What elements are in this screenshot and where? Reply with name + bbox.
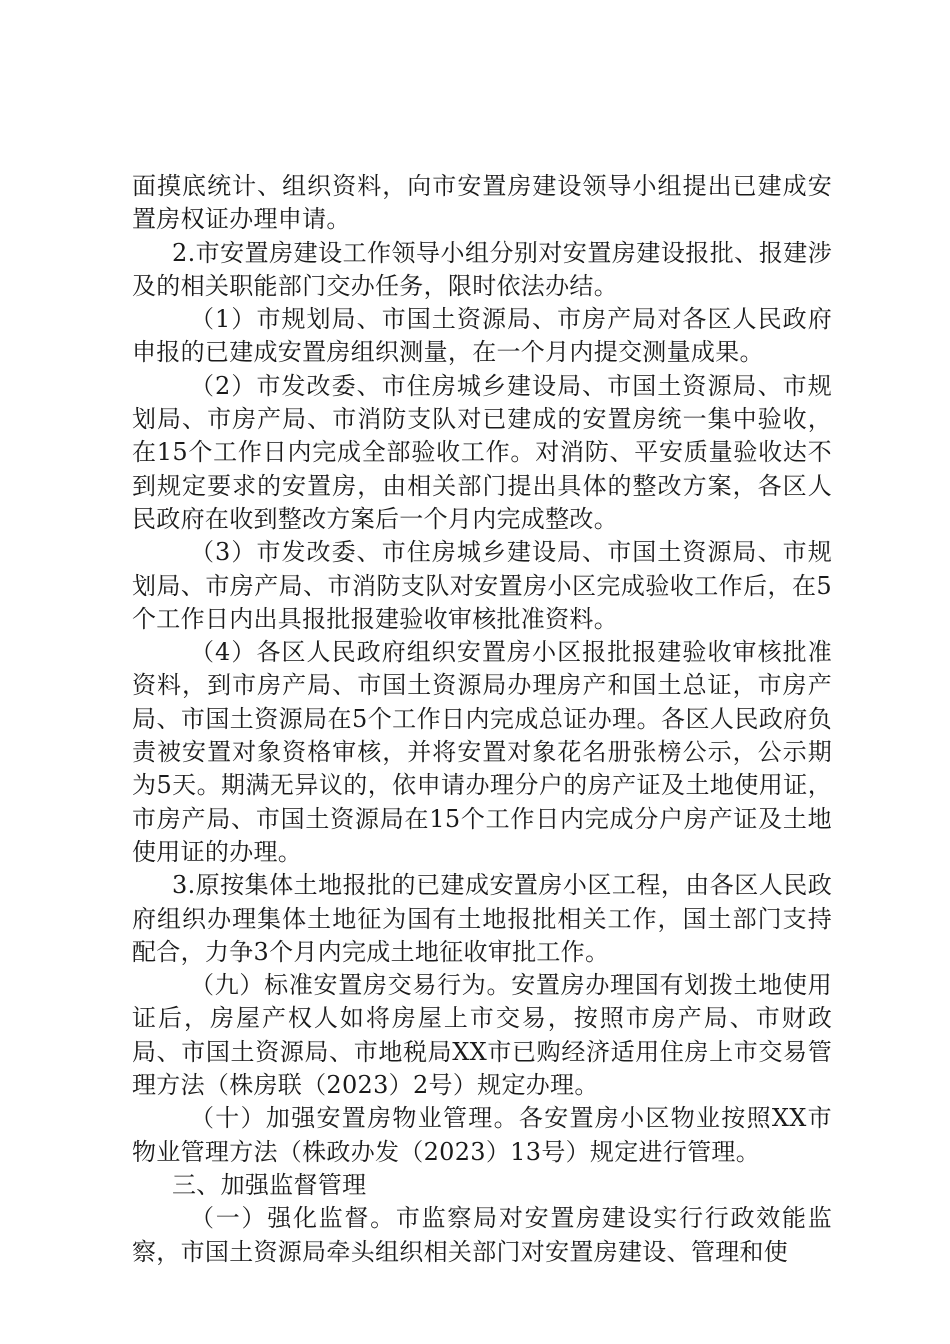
- paragraph-subsection-1: （一）强化监督。市监察局对安置房建设实行行政效能监察，市国土资源局牵头组织相关部门对安置房建设、管理和使: [132, 1204, 832, 1266]
- paragraph-section-10: （十）加强安置房物业管理。各安置房小区物业按照XX市物业管理方法（株政办发（2023）13号）规定进行管理。: [132, 1104, 832, 1166]
- paragraph-item-3: 3.原按集体土地报批的已建成安置房小区工程，由各区人民政府组织办理集体土地征为国有土地报批相关工作，国土部门支持配合，力争3个月内完成土地征收审批工作。: [132, 871, 832, 966]
- paragraph-section-9: （九）标准安置房交易行为。安置房办理国有划拨土地使用证后，房屋产权人如将房屋上市交易，按照市房产局、市财政局、市国土资源局、市地税局XX市已购经济适用住房上市交易管理方法（株房联（2023）2号）规定办理。: [132, 971, 832, 1100]
- paragraph-subitem-2: （2）市发改委、市住房城乡建设局、市国土资源局、市规划局、市房产局、市消防支队对已建成的安置房统一集中验收，在15个工作日内完成全部验收工作。对消防、平安质量验收达不到规定要求的安置房，由相关部门提出具体的整改方案，各区人民政府在收到整改方案后一个月内完成整改。: [132, 371, 832, 533]
- paragraph-subitem-1: （1）市规划局、市国土资源局、市房产局对各区人民政府申报的已建成安置房组织测量，在一个月内提交测量成果。: [132, 305, 832, 367]
- document-body: [132, 170, 832, 1269]
- paragraph-subitem-4: （4）各区人民政府组织安置房小区报批报建验收审核批准资料，到市房产局、市国土资源局办理房产和国土总证，市房产局、市国土资源局在5个工作日内完成总证办理。各区人民政府负责被安置对象资格审核，并将安置对象花名册张榜公示，公示期为5天。期满无异议的，依申请办理分户的房产证及土地使用证，市房产局、市国土资源局在15个工作日内完成分户房产证及土地使用证的办理。: [132, 638, 832, 866]
- section-heading-3: 三、加强监督管理: [172, 1170, 367, 1199]
- paragraph-subitem-3: （3）市发改委、市住房城乡建设局、市国土资源局、市规划局、市房产局、市消防支队对安置房小区完成验收工作后，在5个工作日内出具报批报建验收审核批准资料。: [132, 538, 832, 633]
- paragraph-continuation: 面摸底统计、组织资料，向市安置房建设领导小组提出已建成安置房权证办理申请。: [132, 172, 832, 234]
- paragraph-item-2: 2.市安置房建设工作领导小组分别对安置房建设报批、报建涉及的相关职能部门交办任务，限时依法办结。: [132, 238, 832, 300]
